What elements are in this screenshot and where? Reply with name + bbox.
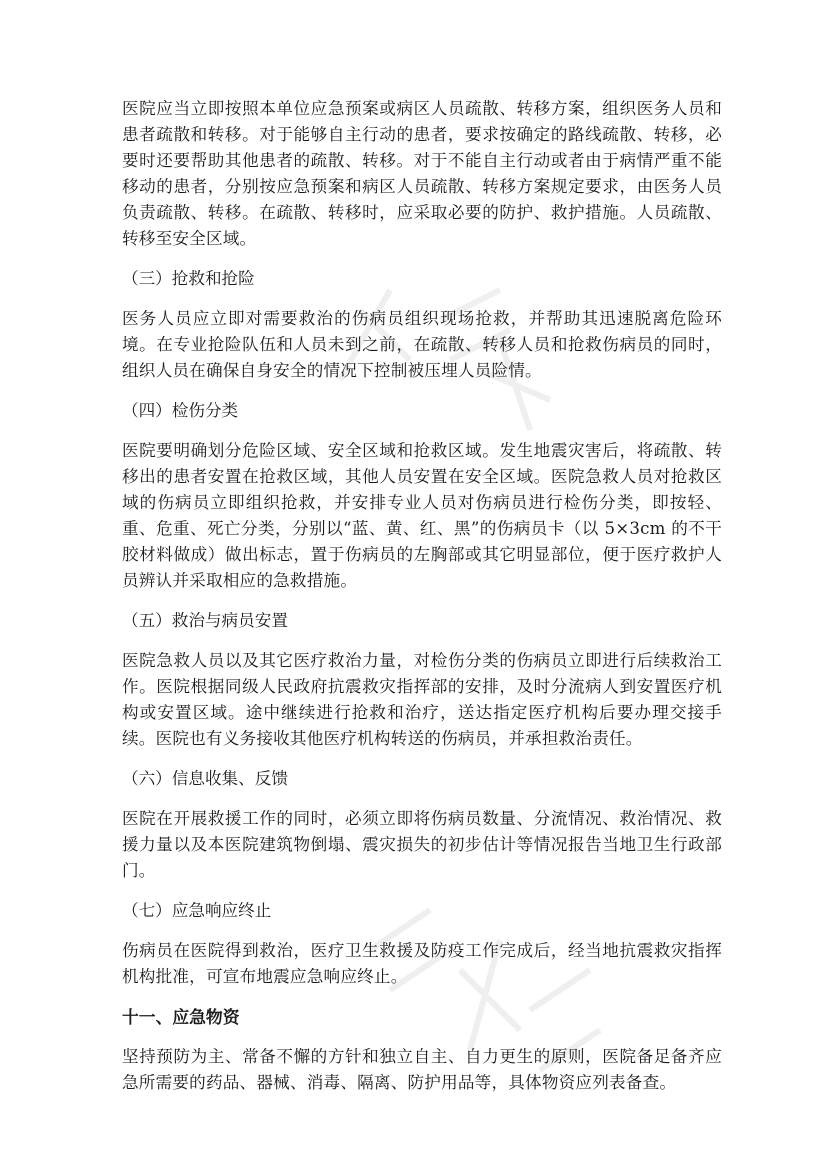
paragraph-termination: 伤病员在医院得到救治，医疗卫生救援及防疫工作完成后，经当地抗震救灾指挥机构批准，可宣布地震应急响应终止。	[122, 941, 722, 986]
paragraph-triage: 医院要明确划分危险区域、安全区域和抢救区域。发生地震灾害后，将疏散、转移出的患者安置在抢救区域，其他人员安置在安全区域。医院急救人员对抢救区域的伤病员立即组织抢救，并安排专业人员对伤病员进行检伤分类，即按轻、重、危重、死亡分类，分别以“蓝、黄、红、黑”的伤病员卡（以 5×3cm 的不干胶材料做成）做出标志，置于伤病员的左胸部或其它明显部位，便于医疗救护人员辨认并采取相应的急救措施。	[122, 441, 722, 590]
heading-treatment: （五）救治与病员安置	[122, 611, 288, 630]
heading-triage: （四）检伤分类	[122, 401, 239, 420]
heading-rescue: （三）抢救和抢险	[122, 269, 255, 288]
document-body	[122, 96, 722, 1110]
paragraph-supplies: 坚持预防为主、常备不懈的方针和独立自主、自力更生的原则，医院备足备齐应急所需要的药品、器械、消毒、隔离、防护用品等，具体物资应列表备查。	[122, 1047, 722, 1092]
paragraph-evacuation: 医院应当立即按照本单位应急预案或病区人员疏散、转移方案，组织医务人员和患者疏散和转移。对于能够自主行动的患者，要求按确定的路线疏散、转移，必要时还要帮助其他患者的疏散、转移。对于不能自主行动或者由于病情严重不能移动的患者，分别按应急预案和病区人员疏散、转移方案规定要求，由医务人员负责疏散、转移。在疏散、转移时，应采取必要的防护、救护措施。人员疏散、转移至安全区域。	[122, 99, 722, 248]
paragraph-information: 医院在开展救援工作的同时，必须立即将伤病员数量、分流情况、救治情况、救援力量以及本医院建筑物倒塌、震灾损失的初步估计等情况报告当地卫生行政部门。	[122, 809, 722, 880]
paragraph-treatment: 医院急救人员以及其它医疗救治力量，对检伤分类的伤病员立即进行后续救治工作。医院根据同级人民政府抗震救灾指挥部的安排，及时分流病人到安置医疗机构或安置区域。途中继续进行抢救和治疗，送达指定医疗机构后要办理交接手续。医院也有义务接收其他医疗机构转送的伤病员，并承担救治责任。	[122, 651, 722, 748]
heading-information: （六）信息收集、反馈	[122, 769, 288, 788]
section-title-supplies: 十一、应急物资	[122, 1007, 240, 1027]
paragraph-rescue: 医务人员应立即对需要救治的伤病员组织现场抢救，并帮助其迅速脱离危险环境。在专业抢险队伍和人员未到之前，在疏散、转移人员和抢救伤病员的同时，组织人员在确保自身安全的情况下控制被压埋人员险情。	[122, 309, 722, 380]
heading-termination: （七）应急响应终止	[122, 901, 272, 920]
